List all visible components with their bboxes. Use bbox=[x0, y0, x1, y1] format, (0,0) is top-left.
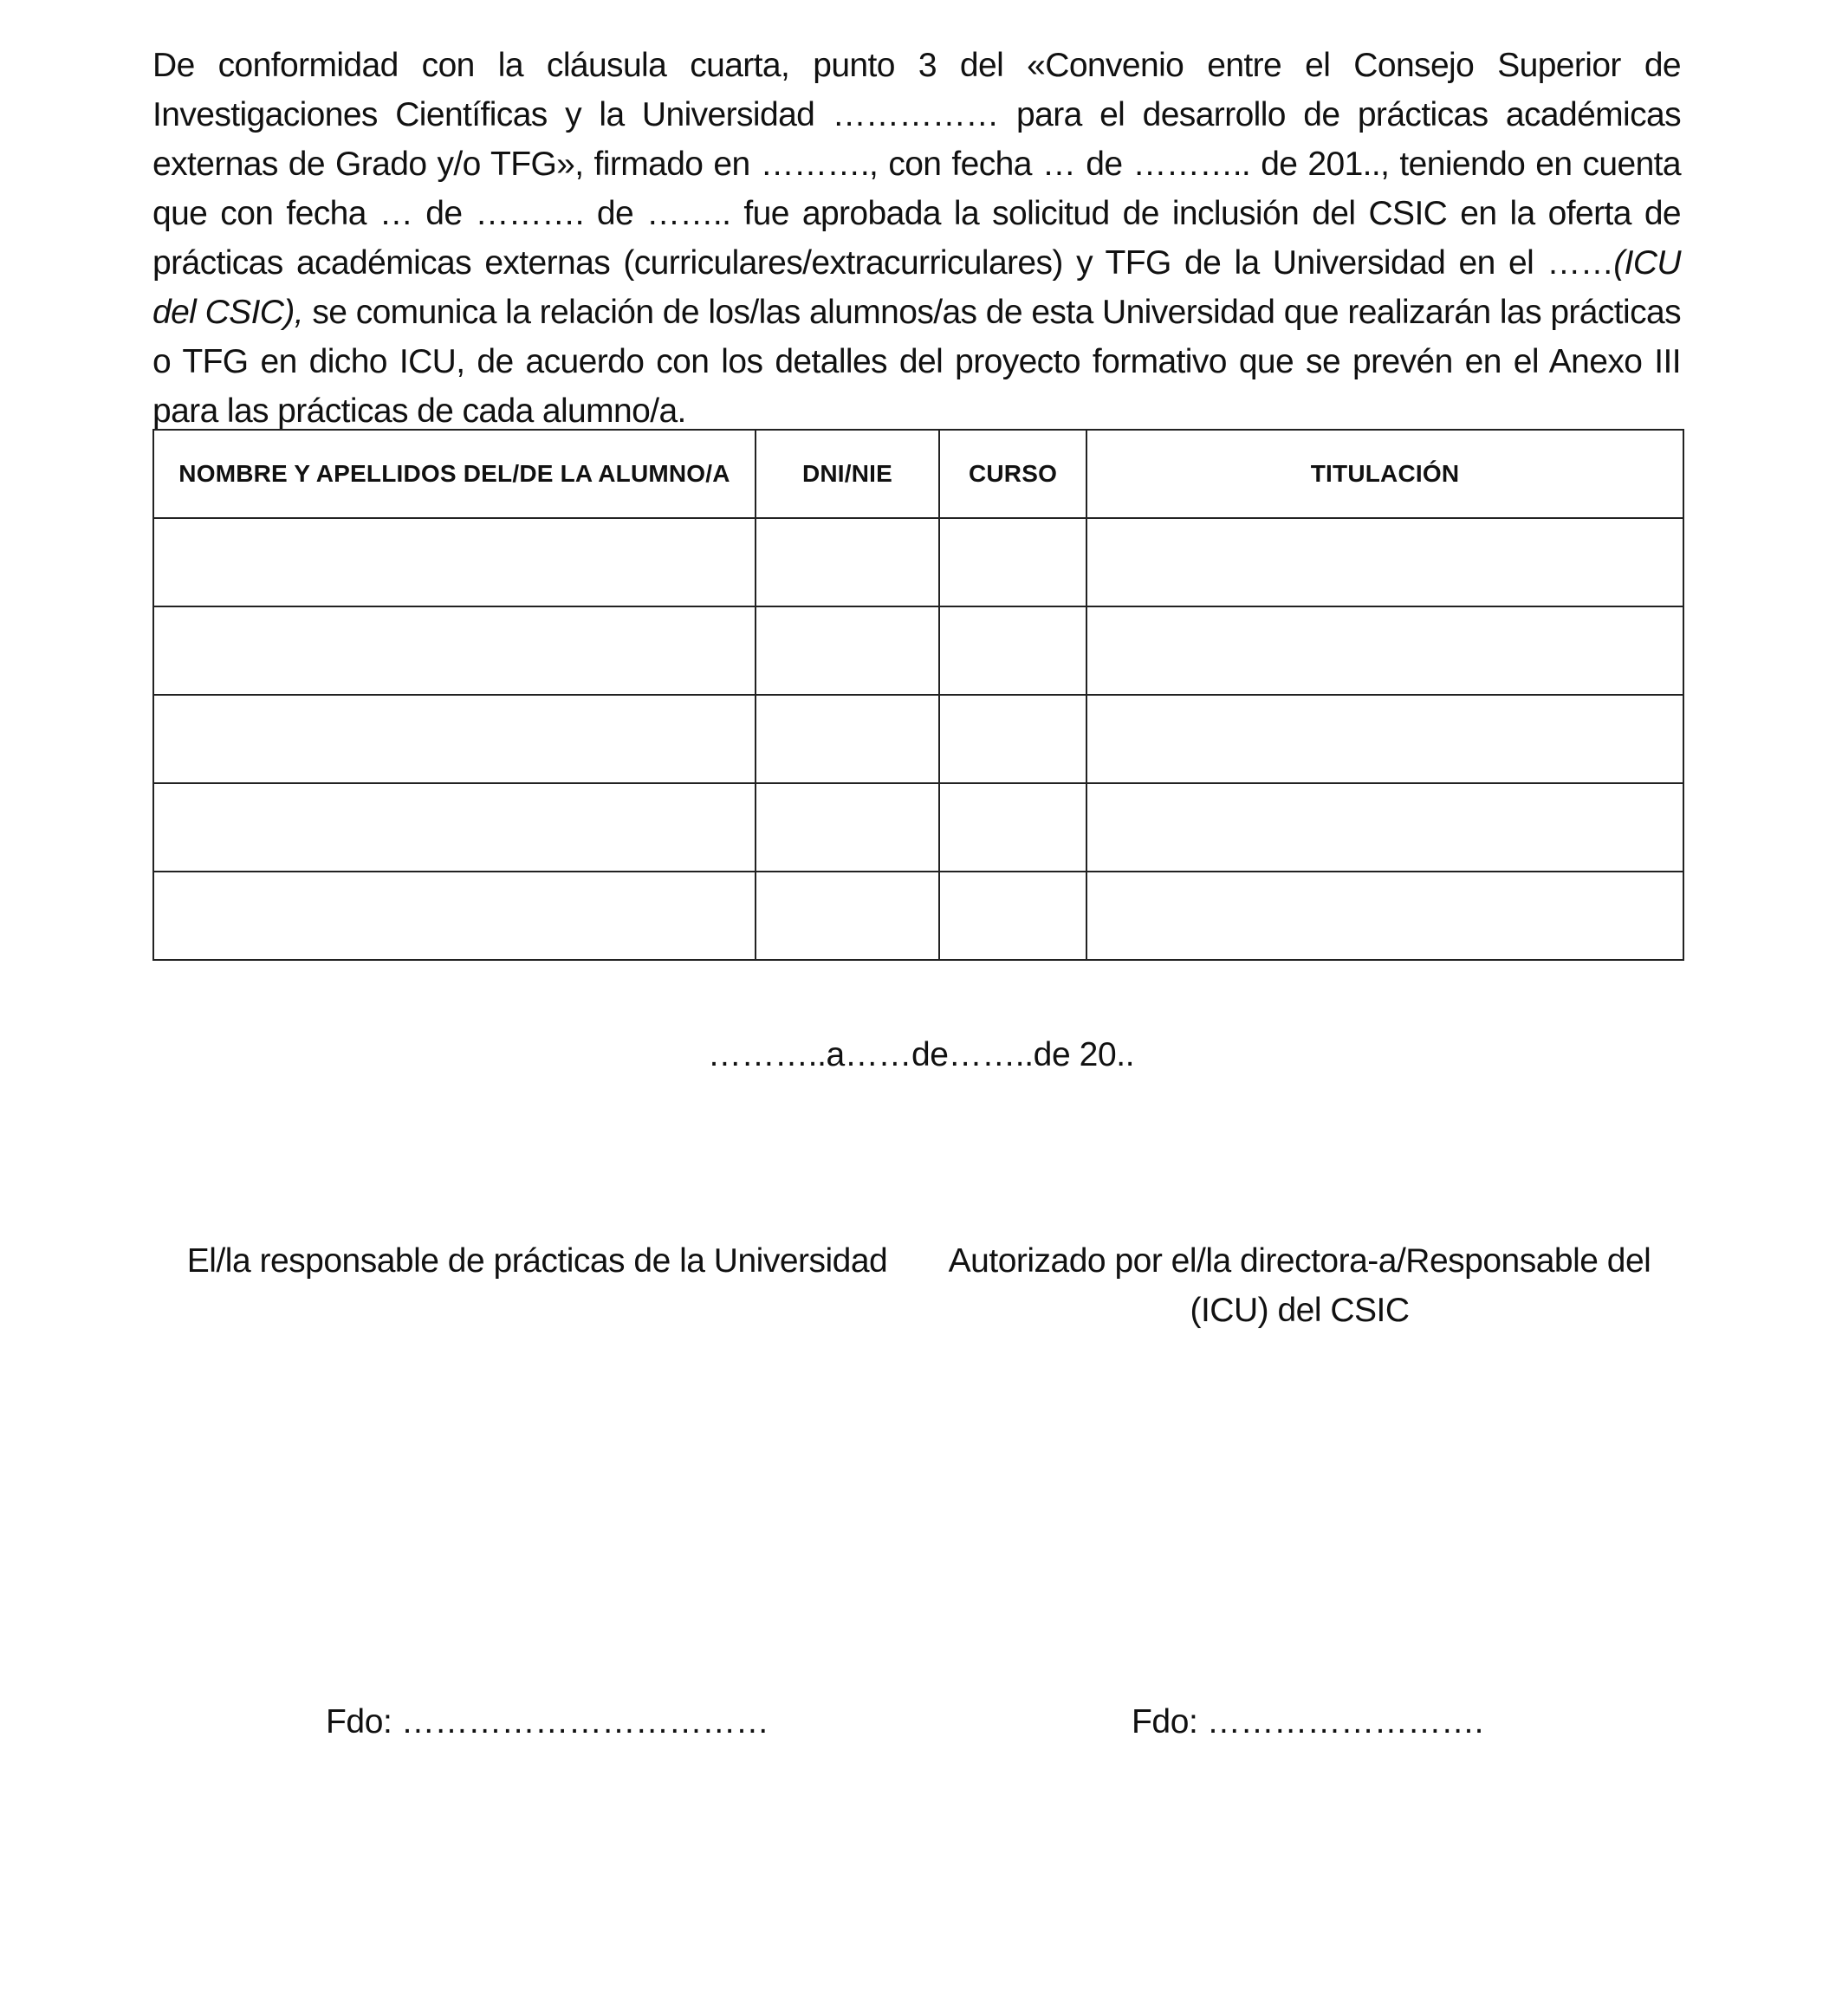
place-date-line: ………..a……de……..de 20.. bbox=[707, 1036, 1135, 1073]
cell-dni-nie[interactable] bbox=[756, 606, 939, 695]
header-nombre: NOMBRE Y APELLIDOS DEL/DE LA ALUMNO/A bbox=[153, 430, 756, 518]
cell-titulacion[interactable] bbox=[1086, 606, 1683, 695]
signature-label-university bbox=[173, 1236, 901, 1286]
header-curso: CURSO bbox=[939, 430, 1086, 518]
signature-fdo-university: Fdo: …………………………… bbox=[326, 1703, 769, 1741]
table-header-row bbox=[153, 430, 1683, 518]
signature-label-csic-line1: Autorizado por el/la directora-a/Responsable del bbox=[948, 1242, 1651, 1280]
table-row bbox=[153, 518, 1683, 606]
cell-curso[interactable] bbox=[939, 695, 1086, 783]
signature-label-csic bbox=[944, 1236, 1655, 1335]
intro-paragraph bbox=[152, 41, 1681, 436]
students-table bbox=[152, 429, 1684, 961]
header-dni-nie: DNI/NIE bbox=[756, 430, 939, 518]
header-titulacion: TITULACIÓN bbox=[1086, 430, 1683, 518]
cell-dni-nie[interactable] bbox=[756, 518, 939, 606]
table-row bbox=[153, 783, 1683, 872]
signature-label-csic-line2: (ICU) del CSIC bbox=[1190, 1292, 1410, 1329]
cell-curso[interactable] bbox=[939, 872, 1086, 960]
cell-nombre[interactable] bbox=[153, 518, 756, 606]
cell-curso[interactable] bbox=[939, 606, 1086, 695]
cell-curso[interactable] bbox=[939, 518, 1086, 606]
table-row bbox=[153, 606, 1683, 695]
cell-curso[interactable] bbox=[939, 783, 1086, 872]
intro-text-italic: (ICU del CSIC), bbox=[152, 244, 1681, 331]
cell-dni-nie[interactable] bbox=[756, 695, 939, 783]
cell-titulacion[interactable] bbox=[1086, 783, 1683, 872]
cell-nombre[interactable] bbox=[153, 872, 756, 960]
cell-nombre[interactable] bbox=[153, 695, 756, 783]
table-row bbox=[153, 695, 1683, 783]
cell-dni-nie[interactable] bbox=[756, 872, 939, 960]
signature-fdo-csic: Fdo: ……………………. bbox=[1132, 1703, 1484, 1741]
table-row bbox=[153, 872, 1683, 960]
intro-text-part1: De conformidad con la cláusula cuarta, punto 3 del «Convenio entre el Consejo Superior de Investigaciones Científicas y la Universidad …………… para el desarrollo de prácticas académicas externas de Grado y/o TFG», firmado en ………., con fecha … de ……….. de 201.., teniendo en cuenta que con fecha … de ………. de …….. fue aprobada la solicitud de inclusión del CSIC en la oferta de prácticas académicas externas (curriculares/extracurriculares) y TFG de la Universidad en el …… bbox=[152, 47, 1681, 282]
cell-titulacion[interactable] bbox=[1086, 695, 1683, 783]
signature-label-university-text: El/la responsable de prácticas de la Universidad bbox=[186, 1242, 888, 1280]
cell-titulacion[interactable] bbox=[1086, 872, 1683, 960]
intro-text-part2: se comunica la relación de los/las alumnos/as de esta Universidad que realizarán las prácticas o TFG en dicho ICU, de acuerdo con los detalles del proyecto formativo que se prevén en el Anexo III para las prácticas de cada alumno/a. bbox=[152, 294, 1681, 430]
cell-nombre[interactable] bbox=[153, 783, 756, 872]
cell-dni-nie[interactable] bbox=[756, 783, 939, 872]
cell-titulacion[interactable] bbox=[1086, 518, 1683, 606]
cell-nombre[interactable] bbox=[153, 606, 756, 695]
